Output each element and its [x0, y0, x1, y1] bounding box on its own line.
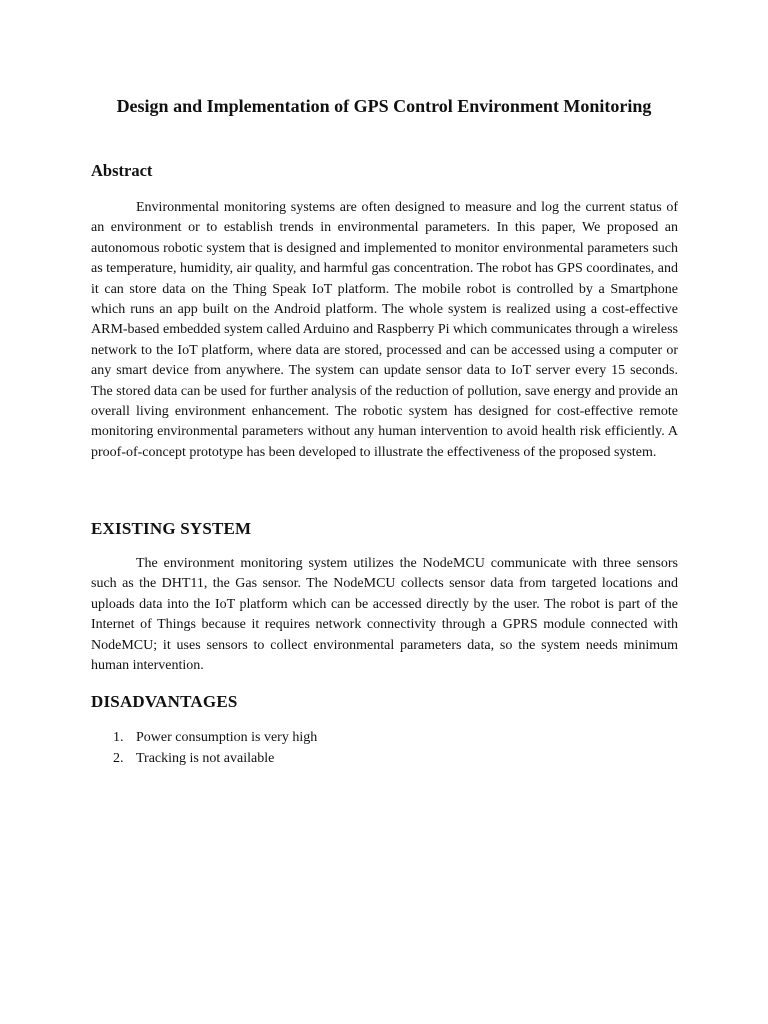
list-item-text: Power consumption is very high — [136, 730, 318, 745]
list-item-number: 1. — [113, 730, 124, 745]
list-item-text: Tracking is not available — [136, 751, 275, 766]
list-item-number: 2. — [113, 751, 124, 766]
existing-system-heading: EXISTING SYSTEM — [91, 519, 252, 538]
disadvantages-list — [91, 727, 678, 769]
existing-system-paragraph: The environment monitoring system utilizes the NodeMCU communicate with three sensors such as the DHT11, the Gas sensor. The NodeMCU collects sensor data from targeted locations and uploads data into the IoT platform which can be accessed directly by the user. The robot is part of the Internet of Things because it requires network connectivity through a GPRS module connected with NodeMCU; it uses sensors to collect environmental parameters data, so the system needs minimum human intervention. — [91, 556, 678, 674]
document-title: Design and Implementation of GPS Control Environment Monitoring — [116, 96, 652, 116]
list-item — [91, 748, 678, 769]
abstract-heading: Abstract — [91, 161, 153, 180]
list-item — [91, 727, 678, 748]
disadvantages-heading: DISADVANTAGES — [91, 692, 238, 711]
abstract-paragraph: Environmental monitoring systems are often designed to measure and log the current status of an environment or to establish trends in environmental parameters. In this paper, We proposed an autonomous robotic system that is designed and implemented to monitor environmental parameters such as temperature, humidity, air quality, and harmful gas concentration. The robot has GPS coordinates, and it can store data on the Thing Speak IoT platform. The mobile robot is controlled by a Smartphone which runs an app built on the Android platform. The whole system is realized using a cost-effective ARM-based embedded system called Arduino and Raspberry Pi which communicates through a wireless network to the IoT platform, where data are stored, processed and can be accessed using a computer or any smart device from anywhere. The system can update sensor data to IoT server every 15 seconds. The stored data can be used for further analysis of the reduction of pollution, save energy and provide an overall living environment enhancement. The robotic system has designed for cost-effective remote monitoring environmental parameters without any human intervention to avoid health risk efficiently. A proof-of-concept prototype has been developed to illustrate the effectiveness of the proposed system. — [91, 200, 678, 460]
